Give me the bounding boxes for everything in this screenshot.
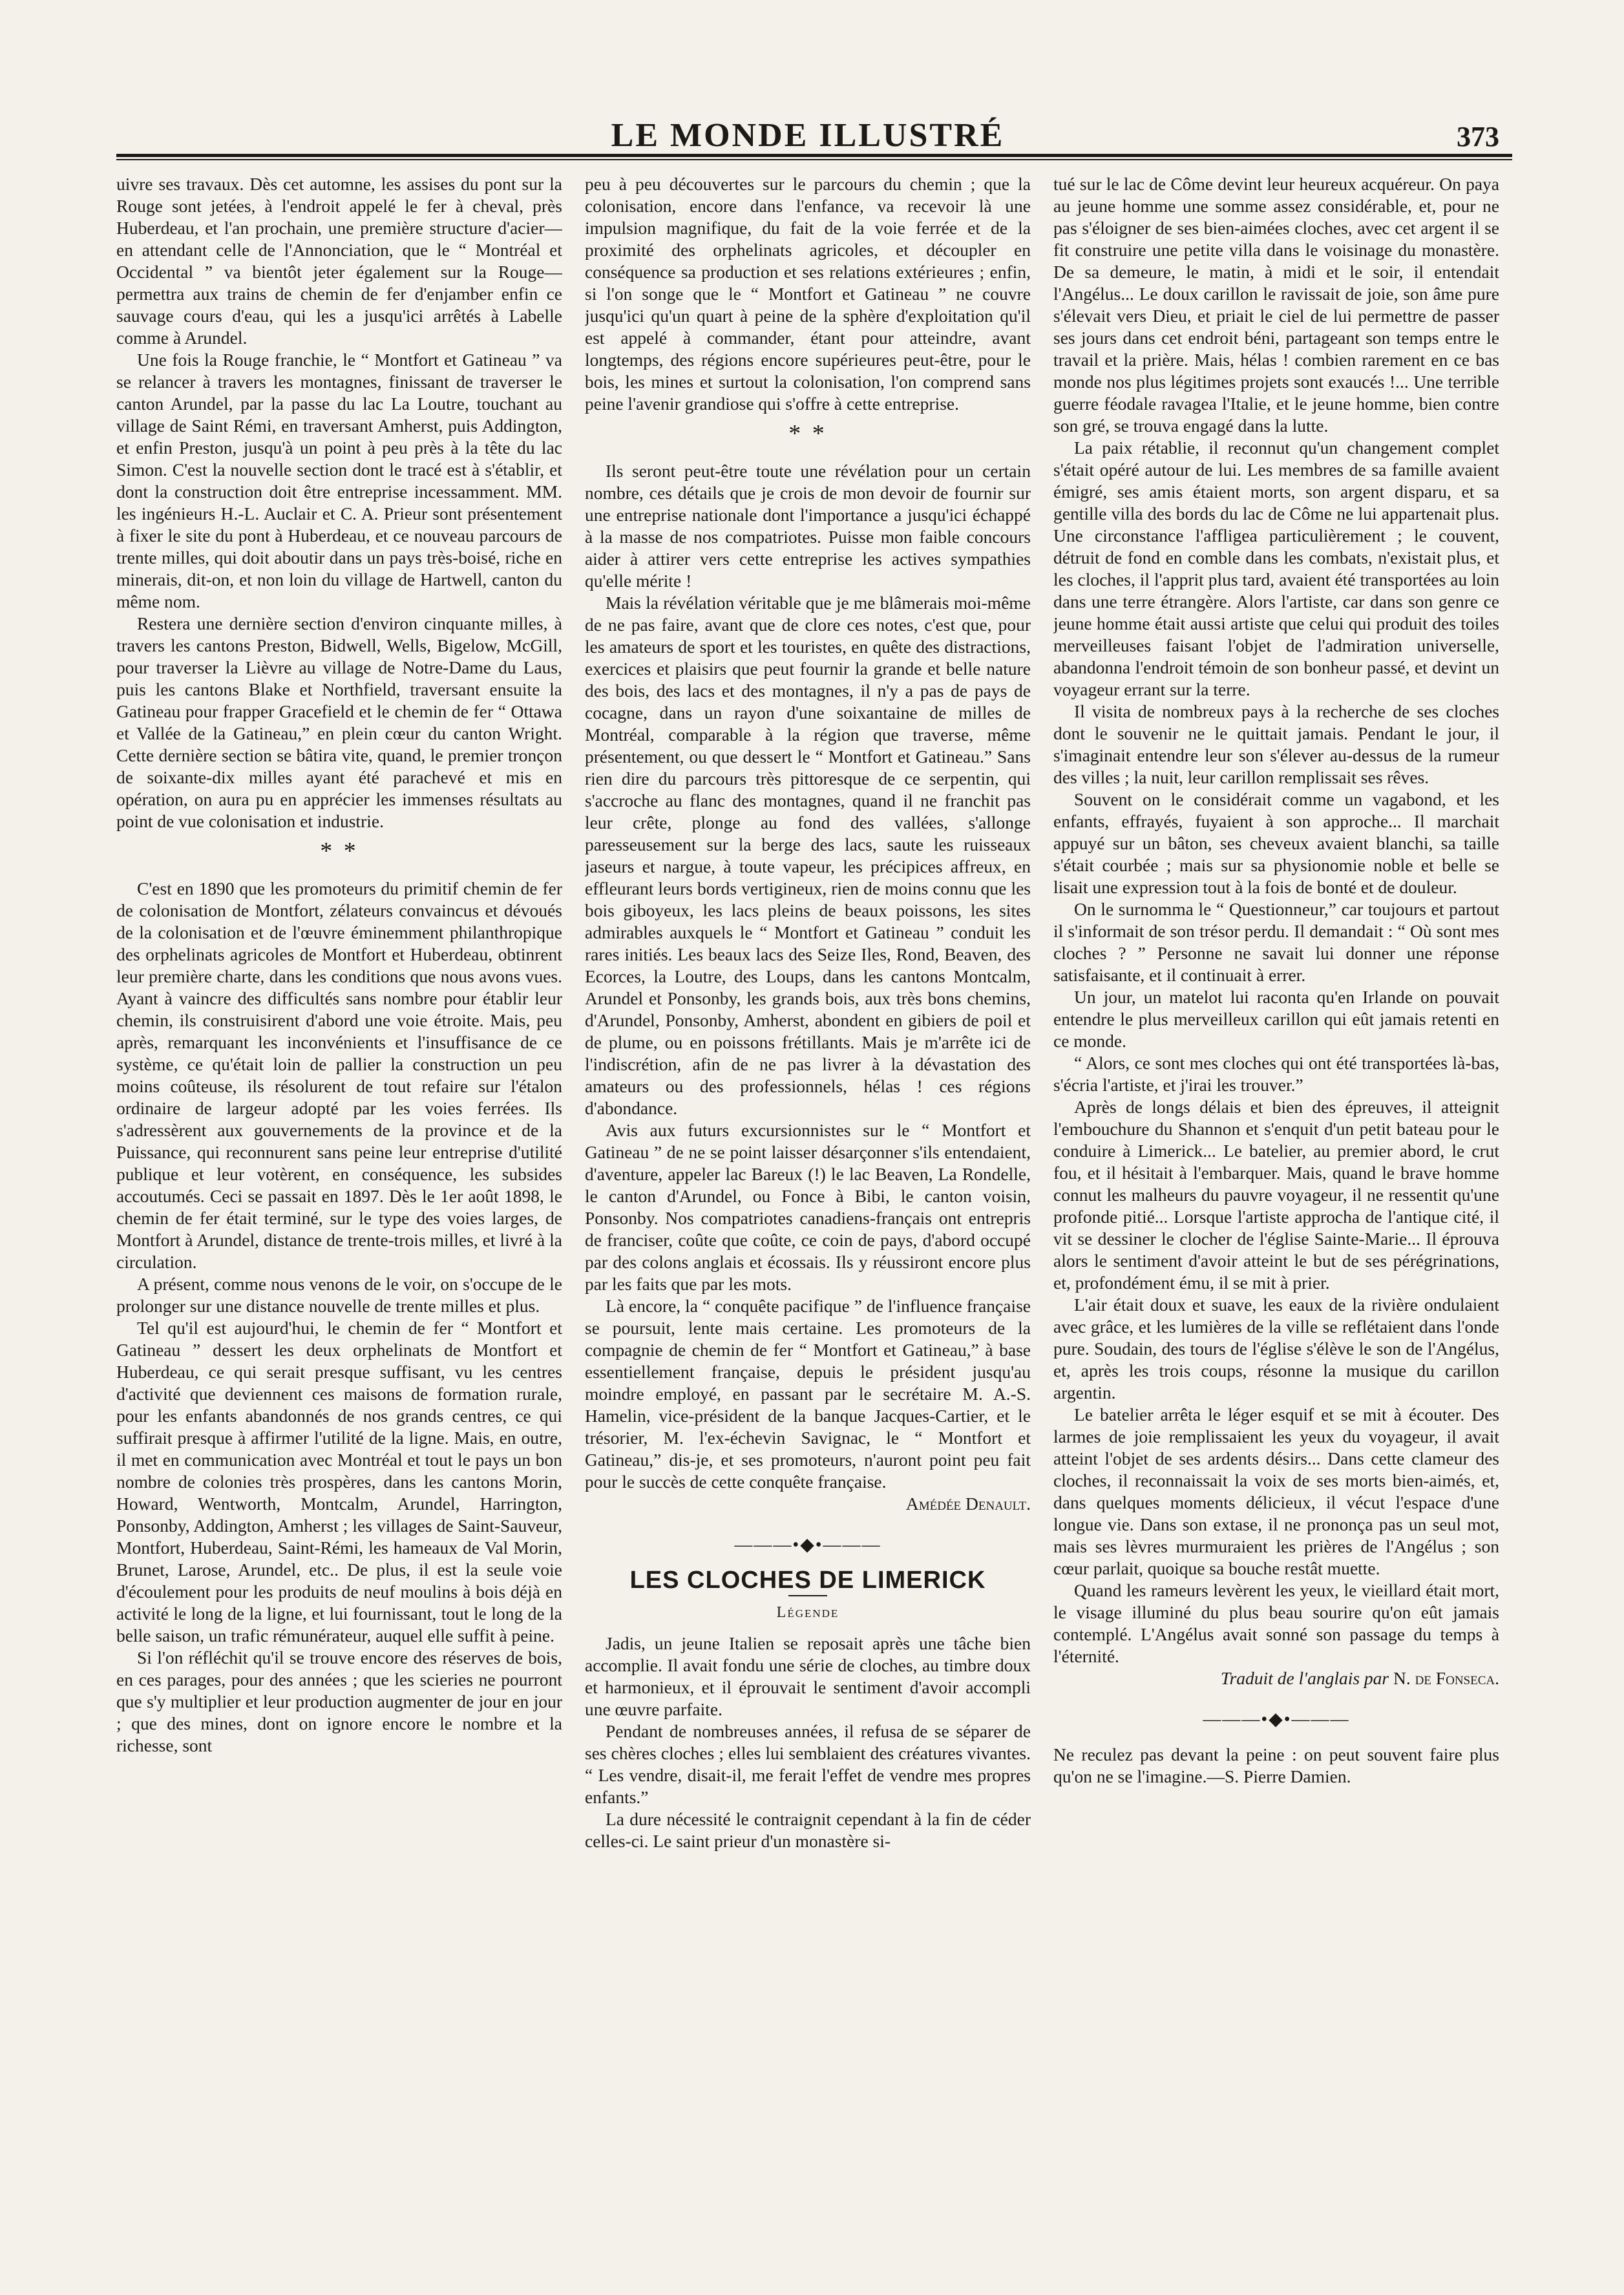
paragraph: Pendant de nombreuses années, il refusa de se séparer de ses chères cloches ; elles lui semblaient des créatures vivantes. “ Les vendre, disait-il, me ferait l'effet de vendre mes propres enfants.” xyxy=(585,1721,1031,1807)
translator-credit xyxy=(1053,1667,1499,1689)
paragraph: On le surnomma le “ Questionneur,” car toujours et partout il s'informait de son trésor perdu. Il demandait : “ Où sont mes cloches ? ” Personne ne savait lui donner une réponse satisfaisante, et il continuait à errer. xyxy=(1053,899,1499,985)
paragraph: uivre ses travaux. Dès cet automne, les assises du pont sur la Rouge sont jetées, à l'endroit appelé le fer à cheval, près Huberdeau, et l'an prochain, une première structure d'acier—en attendant celle de l'Annonciation, que le “ Montréal et Occidental ” va bientôt jeter également sur la Rouge—permettra aux trains de chemin de fer d'enjamber enfin ce sauvage cours d'eau, qui les a jusqu'ici arrêtés à Labelle comme à Arundel. xyxy=(116,174,562,348)
newspaper-title: LE MONDE ILLUSTRÉ xyxy=(611,117,1005,154)
paragraph: Tel qu'il est aujourd'hui, le chemin de fer “ Montfort et Gatineau ” dessert les deux orphelinats de Montfort et Huberdeau, ce qui serait presque suffisant, vu les centres d'activité que deviennent ces maisons de formation rurale, pour les enfants abandonnés de nos grands centres, ce qui suffirait presque à affirmer l'utilité de la ligne. Mais, en outre, il met en communication avec Montréal et tout le pays un bon nombre de colonies très prospères, dans les cantons Morin, Howard, Wentworth, Montcalm, Arundel, Harrington, Ponsonby, Addington, Amherst ; les villages de Saint-Sauveur, Montfort, Huberdeau, Saint-Rémi, les hameaux de Val Morin, Brunet, Larose, Arundel, etc.. De plus, il est la seule voie d'écoulement pour les produits de neuf moulins à bois déjà en activité le long de la ligne, et lui fournissant, tout le long de la belle saison, un trafic rémunérateur, auquel elle suffit à peine. xyxy=(116,1318,562,1645)
paragraph: C'est en 1890 que les promoteurs du primitif chemin de fer de colonisation de Montfort, zélateurs convaincus et dévoués de la colonisation et de l'œuvre éminemment philanthropique des orphelinats agricoles de Montfort et Huberdeau, obtinrent leur première charte, dans les conditions que nous avons vues. Ayant à vaincre des difficultés sans nombre pour établir leur chemin, ils construisirent d'abord une voie étroite. Mais, peu après, remarquant les inconvénients et l'insuffisance de ce système, ce qu'était loin de pallier la construction un peu moins coûteuse, ils résolurent de tout refaire sur l'étalon ordinaire de largeur adopté par les voies ferrées. Ils s'adressèrent aux gouvernements de la province et de la Puissance, qui reconnurent sans peine leur entreprise d'utilité publique et leur votèrent, en conséquence, les subsides accoutumés. Ceci se passait en 1897. Dès le 1er août 1898, le chemin de fer était terminé, sur le type des voies larges, de Montfort à Arundel, distance de trente-trois milles, et livré à la circulation. xyxy=(116,878,562,1272)
paragraph: peu à peu découvertes sur le parcours du chemin ; que la colonisation, encore dans l'enfance, va recevoir là une impulsion magnifique, du fait de la voie ferrée et de la proximité des orphelinats agricoles, et découpler en conséquence sa production et ses relations extérieures ; enfin, si l'on songe que le “ Montfort et Gatineau ” ne couvre jusqu'ici qu'un quart à peine de la sphère d'exploitation qu'il est appelé à commander, étant pour atteindre, avant longtemps, des régions encore supérieures peut-être, pour le bois, les mines et surtout la colonisation, l'on comprend sans peine l'avenir grandiose qui s'offre à cette entreprise. xyxy=(585,174,1031,414)
closing-quote: Ne reculez pas devant la peine : on peut souvent faire plus qu'on ne se l'imagine.—S. Pierre Damien. xyxy=(1053,1744,1499,1786)
paragraph: Avis aux futurs excursionnistes sur le “ Montfort et Gatineau ” de ne se point laisser désarçonner s'ils entendaient, d'aventure, appeler lac Bareux (!) le lac Beaven, La Rondelle, le canton d'Arundel, ou Fonce à Bibi, le canton voisin, Ponsonby. Nos compatriotes canadiens-français ont entrepris de franciser, coûte que coûte, ce coin de pays, d'abord occupé par des colons anglais et écossais. Ils y réussiront encore plus par les faits que par les mots. xyxy=(585,1120,1031,1294)
paragraph: “ Alors, ce sont mes cloches qui ont été transportées là-bas, s'écria l'artiste, et j'irai les trouver.” xyxy=(1053,1053,1499,1095)
translator-name: N. de Fonseca. xyxy=(1393,1668,1499,1688)
paragraph: tué sur le lac de Côme devint leur heureux acquéreur. On paya au jeune homme une somme assez considérable, et, pour ne pas s'éloigner de ses bien-aimées cloches, avec cet argent il se fit construire une petite villa dans le voisinage du monastère. De sa demeure, le matin, à midi et le soir, il entendait l'Angélus... Le doux carillon le ravissait de joie, son âme pure s'élevait vers Dieu, et priait le ciel de lui permettre de passer ses jours dans cet endroit béni, partageant son temps entre le travail et la prière. Mais, hélas ! combien rarement en ce bas monde nos plus légitimes projets sont exaucés !... Une terrible guerre féodale ravagea l'Italie, et le jeune homme, bien contre son gré, se trouva engagé dans la lutte. xyxy=(1053,174,1499,436)
column-2 xyxy=(585,173,1031,2228)
asterism-divider: * * xyxy=(788,420,827,447)
header-rule-thin xyxy=(116,159,1512,160)
column-1 xyxy=(116,173,562,2228)
paragraph: Souvent on le considérait comme un vagabond, et les enfants, effrayés, fuyaient à son approche... Il marchait appuyé sur un bâton, ses cheveux avaient blanchi, sa taille s'était courbée ; mais sur sa physionomie noble et belle se lisait une expression tout à la fois de bonté et de douleur. xyxy=(1053,789,1499,897)
paragraph: Si l'on réfléchit qu'il se trouve encore des réserves de bois, en ces parages, pour des années ; que les scieries ne pourront que s'y multiplier et leur production augmenter de jour en jour ; que des mines, dont on ignore encore le nombre et la richesse, sont xyxy=(116,1647,562,1755)
paragraph: Un jour, un matelot lui raconta qu'en Irlande on pouvait entendre le plus merveilleux carillon qui eût jamais retenti en ce monde. xyxy=(1053,987,1499,1051)
paragraph: Là encore, la “ conquête pacifique ” de l'influence française se poursuit, lente mais certaine. Les promoteurs de la compagnie de chemin de fer “ Montfort et Gatineau,” à base essentiellement française, depuis le président jusqu'au moindre employé, en passant par le secrétaire M. A.-S. Hamelin, vice-président de la banque Jacques-Cartier, et le trésorier, M. l'ex-échevin Savignac, le “ Montfort et Gatineau,” dis-je, et ses promoteurs, n'auront point peu fait pour le succès de cette conquête française. xyxy=(585,1296,1031,1492)
header-rule xyxy=(116,154,1512,157)
paragraph: L'air était doux et suave, les eaux de la rivière ondulaient avec grâce, et les lumières de la ville se reflétaient dans l'onde pure. Soudain, des tours de l'église s'élève le son de l'Angélus, et, après les trois coups, résonne la musique du carillon argentin. xyxy=(1053,1295,1499,1402)
paragraph: La dure nécessité le contraignit cependant à la fin de céder celles-ci. Le saint prieur d'un monastère si- xyxy=(585,1809,1031,1851)
column-3 xyxy=(1053,173,1499,2228)
title-rule xyxy=(788,1595,827,1596)
paragraph: Il visita de nombreux pays à la recherche de ses cloches dont le souvenir ne le quittait jamais. Pendant le jour, il s'imaginait entendre leur son s'élever au-dessus de la rumeur des villes ; la nuit, leur carillon remplissait ses rêves. xyxy=(1053,701,1499,787)
ornament-divider: ———•◆•——— xyxy=(1203,1709,1350,1729)
paragraph: Restera une dernière section d'environ cinquante milles, à travers les cantons Preston, Bidwell, Wells, Bigelow, McGill, pour traverser la Lièvre au village de Notre-Dame du Laus, puis les cantons Blake et Northfield, traversant ensuite la Gatineau pour frapper Gracefield et le chemin de fer “ Ottawa et Vallée de la Gatineau,” en plein cœur du canton Wright. Cette dernière section se bâtira vite, quand, le premier tronçon de soixante-dix milles ayant été parachevé et mis en opération, on aura pu en apprécier les immenses résultats au point de vue colonisation et industrie. xyxy=(116,613,562,831)
article-subtitle: Légende xyxy=(776,1604,839,1621)
asterism-divider: * * xyxy=(320,838,359,865)
paragraph: Une fois la Rouge franchie, le “ Montfort et Gatineau ” va se relancer à travers les montagnes, finissant de traverser le canton Arundel, par la passe du lac La Loutre, touchant au village de Saint Rémi, en traversant Amherst, puis Addington, et enfin Preston, jusqu'à un point à peu près à la tête du lac Simon. C'est la nouvelle section dont le tracé est à s'établir, et dont la construction doit être entreprise incessamment. MM. les ingénieurs H.-L. Auclair et C. A. Prieur sont présentement à fixer le site du pont à Huberdeau, et ce nouveau parcours de trente milles, qui doit aboutir dans un pays très-boisé, riche en minerais, dit-on, et non loin du village de Hartwell, canton du même nom. xyxy=(116,350,562,611)
page-number: 373 xyxy=(1457,121,1499,153)
translator-prefix: Traduit de l'anglais par xyxy=(1220,1668,1389,1688)
paragraph: La paix rétablie, il reconnut qu'un changement complet s'était opéré autour de lui. Les membres de sa famille avaient émigré, ses amis étaient morts, son argent disparu, et sa gentille villa des bords du lac de Côme ne lui appartenait plus. Une circonstance l'affligea particulièrement ; le couvent, détruit de fond en comble dans les combats, n'existait plus, et les cloches, il l'apprit plus tard, avaient été transportées au loin dans une terre étrangère. Alors l'artiste, car dans son genre ce jeune homme était aussi artiste que celui qui produit des toiles merveilleuses faisant l'objet de l'admiration universelle, abandonna l'endroit témoin de son bonheur passé, et devint un voyageur errant sur la terre. xyxy=(1053,438,1499,699)
article-title: LES CLOCHES DE LIMERICK xyxy=(629,1567,986,1594)
paragraph: Le batelier arrêta le léger esquif et se mit à écouter. Des larmes de joie remplissaient les yeux du voyageur, il avait atteint l'objet de ses ardents désirs... Dans cette clameur des cloches, il reconnaissait la voix de ses morts bien-aimés, et, dans quelques moments délicieux, il vécut l'espace d'une longue vie. Dans son extase, il ne prononça pas un seul mot, mais ses lèvres murmuraient les prières de l'Angélus ; son cœur parlait, quoique sa bouche restât muette. xyxy=(1053,1404,1499,1578)
paragraph: Après de longs délais et bien des épreuves, il atteignit l'embouchure du Shannon et s'enquit d'un petit bateau pour le conduire à Limerick... Le batelier, au premier abord, le crut fou, et il hésitait à l'embarquer. Mais, quand le brave homme connut les malheurs du pauvre voyageur, il ne ressentit qu'une profonde pitié... Lorsque l'artiste approcha de l'antique cité, il vit se dessiner le clocher de l'église Sainte-Marie... Il éprouva alors le sentiment d'avoir atteint le but de ses pérégrinations, et, profondément ému, il se mit à prier. xyxy=(1053,1097,1499,1293)
author-signature: Amédée Denault. xyxy=(905,1494,1031,1514)
paragraph: Quand les rameurs levèrent les yeux, le vieillard était mort, le visage illuminé du plus beau sourire qu'on eût jamais contemplé. L'Angélus avait sonné son passage du temps à l'éternité. xyxy=(1053,1580,1499,1666)
ornament-divider: ———•◆•——— xyxy=(734,1535,881,1555)
paragraph: Jadis, un jeune Italien se reposait après une tâche bien accomplie. Il avait fondu une série de cloches, au timbre doux et harmonieux, et il éprouvait le sentiment d'avoir accompli une œuvre parfaite. xyxy=(585,1633,1031,1719)
paragraph: Ils seront peut-être toute une révélation pour un certain nombre, ces détails que je crois de mon devoir de fournir sur une entreprise nationale dont l'importance a jusqu'ici échappé à la masse de nos compatriotes. Puisse mon faible concours aider à attirer vers cette entreprise les actives sympathies qu'elle mérite ! xyxy=(585,461,1031,591)
paragraph: A présent, comme nous venons de le voir, on s'occupe de le prolonger sur une distance nouvelle de trente milles et plus. xyxy=(116,1274,562,1316)
paragraph: Mais la révélation véritable que je me blâmerais moi-même de ne pas faire, avant que de clore ces notes, c'est que, pour les amateurs de sport et les touristes, en quête des distractions, exercices et plaisirs que peut fournir la grande et belle nature des bois, des lacs et des montagnes, il n'y a pas de pays de cocagne, dans un rayon d'une soixantaine de milles de Montréal, comparable à la région que traverse, même présentement, ou que dessert le “ Montfort et Gatineau.” Sans rien dire du parcours très pittoresque de ce serpentin, qui s'accroche au flanc des montagnes, quand il ne franchit pas leur crête, plonge au fond des vallées, s'allonge paresseusement sur la berge des lacs, saute les ruisseaux jaseurs et nargue, à toute vapeur, les précipices affreux, en effleurant leurs bords vertigineux, rien de moins connu que les bois giboyeux, les lacs pleins de beaux poissons, les sites admirables auxquels le “ Montfort et Gatineau ” conduit les rares initiés. Les beaux lacs des Seize Iles, Rond, Beaven, des Ecorces, la Loutre, des Loups, dans les cantons Montcalm, Arundel et Ponsonby, les grands bois, aux très bons chemins, d'Arundel, Ponsonby, Amherst, abondent en gibiers de poil et de plume, ou en poissons frétillants. Mais je m'arrête ici de l'indiscrétion, afin de ne pas livrer à la dévastation des amateurs ou des professionnels, hélas ! ces régions d'abondance. xyxy=(585,593,1031,1118)
